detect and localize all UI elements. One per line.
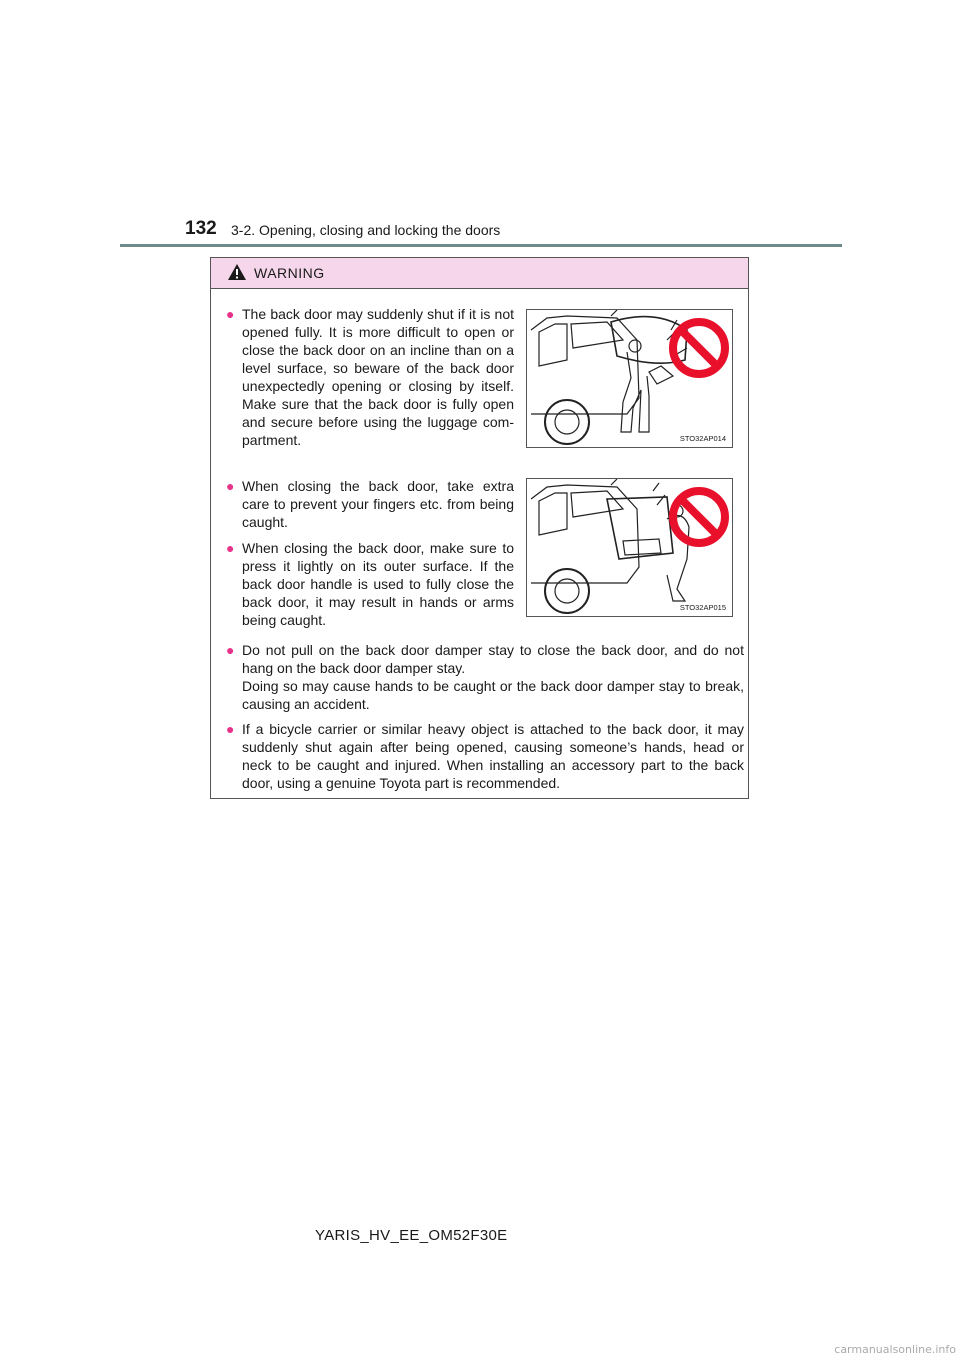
header-divider <box>120 244 842 247</box>
figure-code: STO32AP014 <box>679 434 726 443</box>
car-back-door-illustration <box>527 479 732 616</box>
warning-box <box>210 257 749 799</box>
warning-triangle-icon <box>227 263 247 281</box>
warning-item-text: Do not pull on the back door damper stay to close the back door, and do not hang on the back door damper stay. Doing so may cause hands to be caught or the back door damper stay to break, causing an accident. <box>242 642 744 712</box>
bullet-icon: ● <box>226 721 235 737</box>
figure-code: STO32AP015 <box>679 603 726 612</box>
warning-item-text: If a bicycle carrier or similar heavy object is attached to the back door, it may suddenly shut again after being opened, causing someone’s hands, head or neck to be caught and injured. When installing an accessory part to the back door, using a genuine Toyota part is recommended. <box>242 721 744 791</box>
watermark: carmanualsonline.info <box>834 1343 956 1356</box>
bullet-icon: ● <box>226 642 235 658</box>
warning-item-text: When closing the back door, take extra care to prevent your fingers etc. from being caught. <box>242 478 514 530</box>
warning-title: WARNING <box>254 265 325 281</box>
section-title: 3-2. Opening, closing and locking the doors <box>231 222 501 238</box>
figure-back-door-shut <box>526 309 733 448</box>
warning-item <box>226 477 514 531</box>
warning-item <box>226 720 744 792</box>
warning-header <box>211 258 748 289</box>
warning-item <box>226 305 514 449</box>
warning-item <box>226 641 744 713</box>
car-back-door-illustration <box>527 310 732 447</box>
document-code: YARIS_HV_EE_OM52F30E <box>315 1227 508 1244</box>
warning-item-text: The back door may suddenly shut if it is not opened fully. It is more difficult to open or close the back door on an incline than on a level surface, so beware of the back door unexpectedly opening or closing by itself. Make sure that the back door is fully open and secure before using the luggage com-partment. <box>242 306 514 448</box>
warning-item <box>226 539 514 629</box>
bullet-icon: ● <box>226 478 235 494</box>
bullet-icon: ● <box>226 540 235 556</box>
page-number: 132 <box>185 218 217 239</box>
warning-item-text: When closing the back door, make sure to press it lightly on its outer surface. If the back door handle is used to fully close the back door, it may result in hands or arms being caught. <box>242 540 514 628</box>
bullet-icon: ● <box>226 306 235 322</box>
figure-back-door-closing <box>526 478 733 617</box>
